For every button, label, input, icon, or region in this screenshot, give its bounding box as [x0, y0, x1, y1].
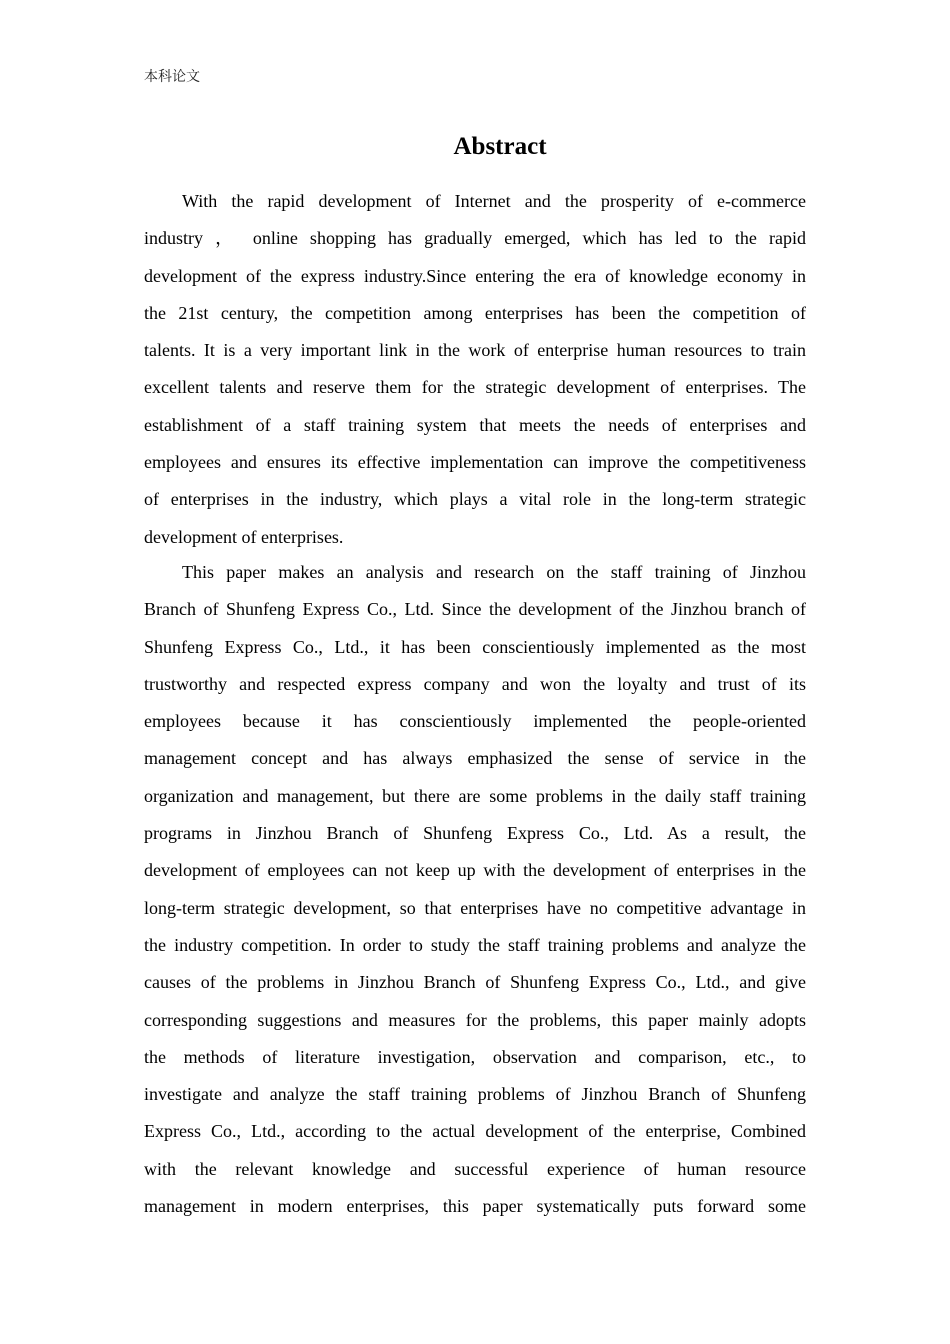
text-line: development of enterprises.: [144, 526, 344, 547]
paragraph-2: [144, 559, 806, 1230]
text-line: development of employees can not keep up with the development of enterprises in the: [144, 860, 806, 881]
text-line: excellent talents and reserve them for the strategic development of enterprises. The: [144, 377, 806, 398]
text-line: Branch of Shunfeng Express Co., Ltd. Since the development of the Jinzhou branch of: [144, 599, 806, 620]
text-line: management concept and has always emphasized the sense of service in the: [144, 748, 806, 769]
text-line: Express Co., Ltd., according to the actual development of the enterprise, Combined: [144, 1121, 806, 1142]
text-line: the 21st century, the competition among enterprises has been the competition of: [144, 302, 806, 323]
text-line: causes of the problems in Jinzhou Branch of Shunfeng Express Co., Ltd., and give: [144, 972, 806, 993]
text-line: of enterprises in the industry, which plays a vital role in the long-term strategic: [144, 489, 806, 510]
text-line: management in modern enterprises, this paper systematically puts forward some: [144, 1196, 806, 1217]
text-line: With the rapid development of Internet and the prosperity of e-commerce: [182, 191, 806, 211]
text-line: the methods of literature investigation, observation and comparison, etc., to: [144, 1046, 806, 1067]
text-line: organization and management, but there are some problems in the daily staff training: [144, 785, 806, 806]
text-line: establishment of a staff training system that meets the needs of enterprises and: [144, 414, 806, 435]
text-line: employees because it has conscientiously implemented the people-oriented: [144, 711, 806, 732]
text-line: talents. It is a very important link in the work of enterprise human resources to train: [144, 340, 806, 361]
text-line: Shunfeng Express Co., Ltd., it has been conscientiously implemented as the most: [144, 636, 806, 657]
text-line: investigate and analyze the staff training problems of Jinzhou Branch of Shunfeng: [144, 1084, 806, 1105]
text-line: development of the express industry.Since entering the era of knowledge economy in: [144, 265, 806, 286]
text-line: long-term strategic development, so that enterprises have no competitive advantage in: [144, 897, 806, 918]
page-header: 本科论文: [144, 69, 200, 85]
abstract-body: [144, 188, 806, 1230]
text-line: with the relevant knowledge and successful experience of human resource: [144, 1158, 806, 1179]
text-line: the industry competition. In order to study the staff training problems and analyze the: [144, 934, 806, 955]
text-line: employees and ensures its effective implementation can improve the competitiveness: [144, 452, 806, 473]
text-line: programs in Jinzhou Branch of Shunfeng Express Co., Ltd. As a result, the: [144, 823, 806, 844]
text-line: This paper makes an analysis and research on the staff training of Jinzhou: [182, 561, 806, 582]
text-line: trustworthy and respected express company and won the loyalty and trust of its: [144, 673, 806, 694]
text-line: corresponding suggestions and measures for the problems, this paper mainly adopts: [144, 1009, 806, 1030]
abstract-title: Abstract: [453, 133, 547, 160]
text-line: industry ， online shopping has gradually emerged, which has led to the rapid: [144, 228, 806, 249]
paragraph-1: [144, 188, 806, 561]
